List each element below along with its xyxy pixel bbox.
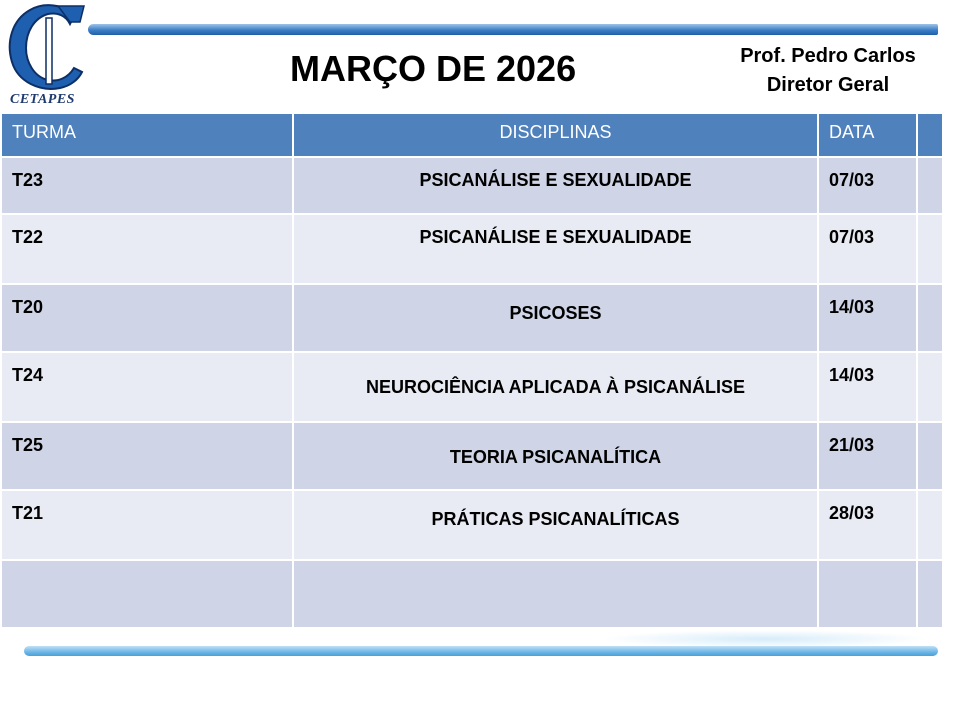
table-row (1, 157, 943, 214)
extra-cell (917, 157, 943, 214)
disciplina-cell: PRÁTICAS PSICANALÍTICAS (293, 490, 818, 560)
disciplina-cell: NEUROCIÊNCIA APLICADA À PSICANÁLISE (293, 352, 818, 422)
turma-cell: T22 (1, 214, 293, 284)
turma-cell (1, 560, 293, 628)
table-row (1, 560, 943, 628)
disciplina-cell: PSICOSES (293, 284, 818, 352)
data-cell: 14/03 (818, 284, 917, 352)
logo-c-icon (4, 2, 88, 94)
column-header-extra (917, 113, 943, 157)
table-row (1, 490, 943, 560)
column-header-data: DATA (818, 113, 917, 157)
director-role: Diretor Geral (766, 74, 890, 96)
extra-cell (917, 214, 943, 284)
table-row (1, 214, 943, 284)
turma-cell: T25 (1, 422, 293, 490)
disciplina-cell: PSICANÁLISE E SEXUALIDADE (293, 214, 818, 284)
disciplina-cell (293, 560, 818, 628)
professor-name: Prof. Pedro Carlos (740, 45, 916, 67)
logo-text: CETAPES (10, 92, 75, 107)
table-row (1, 352, 943, 422)
table-row (1, 422, 943, 490)
column-header-disciplinas: DISCIPLINAS (293, 113, 818, 157)
page-title: MARÇO DE 2026 (290, 48, 577, 89)
top-accent-bar (88, 24, 938, 35)
disciplina-cell: PSICANÁLISE E SEXUALIDADE (293, 157, 818, 214)
turma-cell: T21 (1, 490, 293, 560)
extra-cell (917, 490, 943, 560)
cetapes-logo (4, 2, 88, 106)
table-header-row (1, 113, 943, 157)
data-cell: 14/03 (818, 352, 917, 422)
column-header-turma: TURMA (1, 113, 293, 157)
extra-cell (917, 352, 943, 422)
data-cell: 07/03 (818, 157, 917, 214)
extra-cell (917, 422, 943, 490)
turma-cell: T24 (1, 352, 293, 422)
table-row (1, 284, 943, 352)
turma-cell: T20 (1, 284, 293, 352)
director-info (728, 42, 928, 100)
data-cell: 28/03 (818, 490, 917, 560)
schedule-table (0, 112, 944, 629)
extra-cell (917, 560, 943, 628)
disciplina-cell: TEORIA PSICANALÍTICA (293, 422, 818, 490)
extra-cell (917, 284, 943, 352)
data-cell (818, 560, 917, 628)
bottom-accent-bar (24, 646, 938, 656)
data-cell: 21/03 (818, 422, 917, 490)
turma-cell: T23 (1, 157, 293, 214)
data-cell: 07/03 (818, 214, 917, 284)
